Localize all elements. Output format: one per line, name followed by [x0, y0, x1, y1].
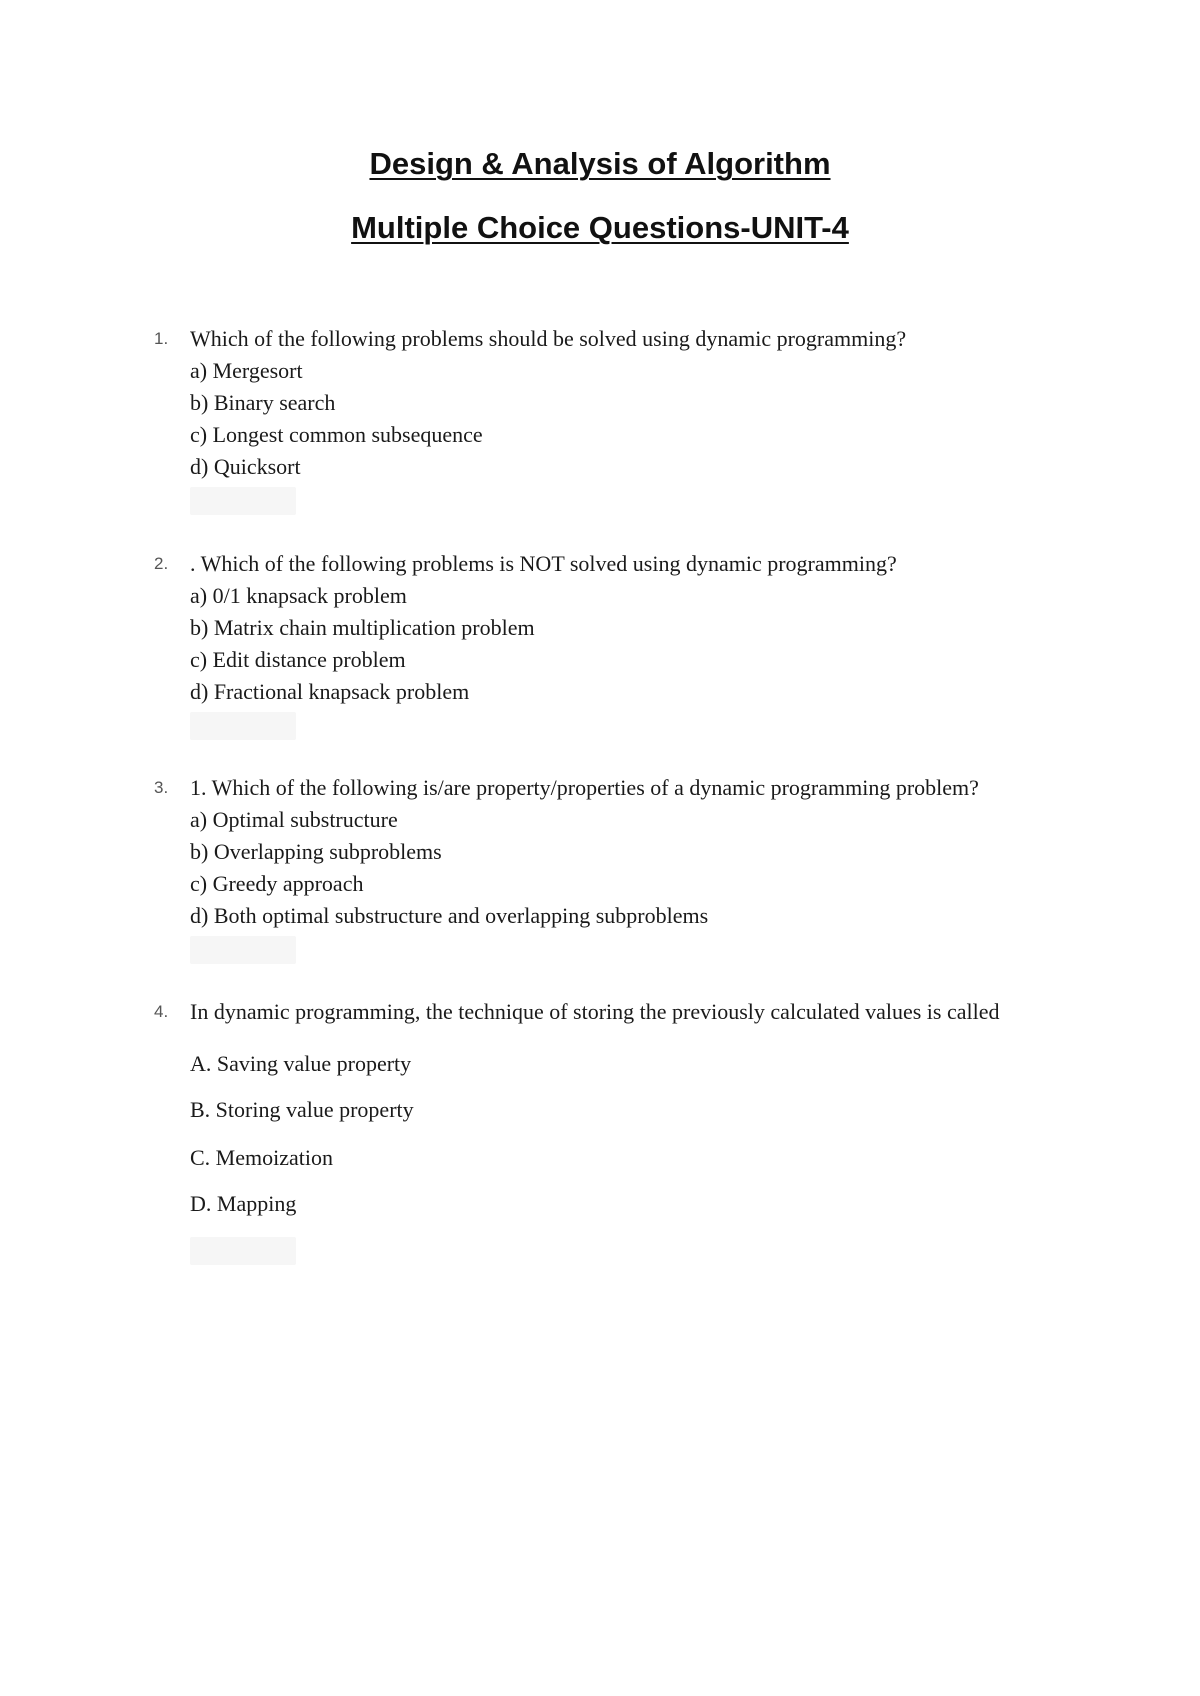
question-text: Which of the following problems should be solved using dynamic programming? [190, 326, 907, 351]
option-b: B. Storing value property [190, 1097, 414, 1122]
option-d: d) Fractional knapsack problem [190, 679, 470, 704]
option-b: b) Binary search [190, 390, 336, 415]
option-c: c) Longest common subsequence [190, 422, 483, 447]
option-a: A. Saving value property [190, 1051, 412, 1076]
document-title: Design & Analysis of Algorithm [369, 146, 831, 181]
question-text: . Which of the following problems is NOT solved using dynamic programming? [190, 551, 897, 576]
question-number: 2. [154, 554, 169, 573]
question-number: 1. [154, 329, 169, 348]
option-a: a) 0/1 knapsack problem [190, 583, 407, 608]
option-c: C. Memoization [190, 1145, 333, 1170]
question-number: 4. [154, 1002, 169, 1021]
option-b: b) Matrix chain multiplication problem [190, 615, 535, 640]
option-a: a) Mergesort [190, 358, 303, 383]
option-d: d) Both optimal substructure and overlapping subproblems [190, 903, 709, 928]
option-d: d) Quicksort [190, 454, 301, 479]
hidden-answer-box [190, 1237, 296, 1265]
option-a: a) Optimal substructure [190, 807, 398, 832]
hidden-answer-box [190, 712, 296, 740]
question-text: 1. Which of the following is/are property/properties of a dynamic programming problem? [190, 775, 979, 800]
hidden-answer-box [190, 487, 296, 515]
option-d: D. Mapping [190, 1191, 297, 1216]
question-number: 3. [154, 778, 169, 797]
document-subtitle: Multiple Choice Questions-UNIT-4 [351, 210, 849, 245]
option-c: c) Greedy approach [190, 871, 364, 896]
hidden-answer-box [190, 936, 296, 964]
option-c: c) Edit distance problem [190, 647, 406, 672]
question-text: In dynamic programming, the technique of storing the previously calculated values is called [190, 999, 1000, 1024]
option-b: b) Overlapping subproblems [190, 839, 442, 864]
